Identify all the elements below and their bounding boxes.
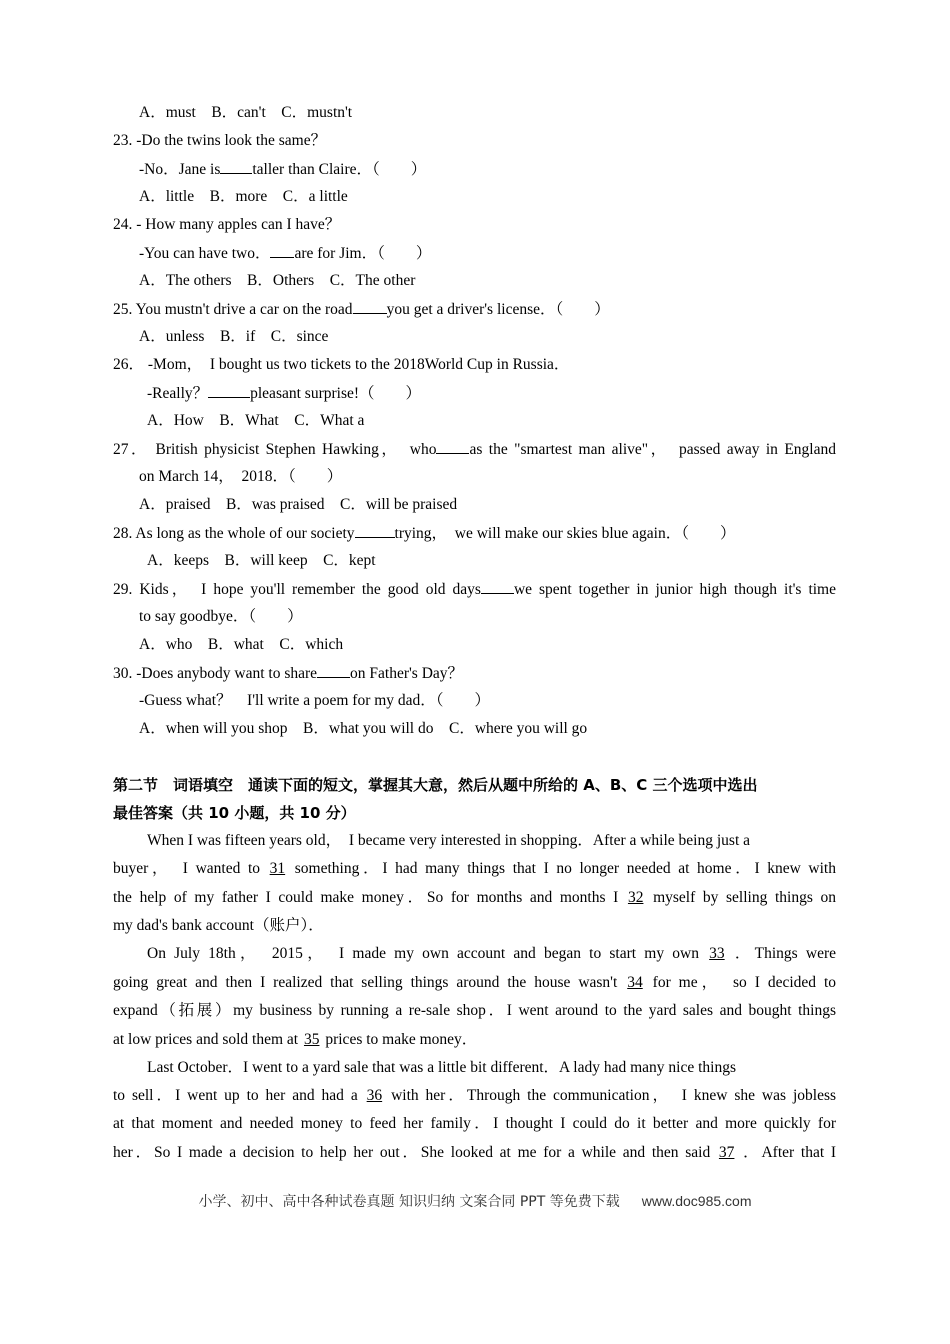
q28-stem xyxy=(113,523,735,544)
q28-options: A．keeps B．will keep C．kept xyxy=(147,552,376,569)
blank-31: 31 xyxy=(269,860,286,877)
passage-p2-line2 xyxy=(113,973,836,993)
q27-options: A．praised B．was praised C．will be praised xyxy=(139,496,458,513)
q29-blank xyxy=(481,579,514,594)
q23-line2 xyxy=(139,159,426,180)
q26-line2-b: pleasant surprise!（ ） xyxy=(250,385,422,402)
q29-stem xyxy=(113,579,836,600)
q26-line2-a: -Really？ xyxy=(147,385,209,402)
passage-p1-line1: When I was fifteen years old， I became very interested in shopping．After a while being just a xyxy=(147,832,751,849)
section2-heading-line2: 最佳答案（共 10 小题，共 10 分） xyxy=(113,804,356,822)
passage-p2-line3: expand（拓展）my business by running a re-sale shop．I went around to the yard sales and bought things xyxy=(113,1002,836,1019)
q23-blank xyxy=(220,159,252,174)
q29-stem-a: 29. Kids， I hope you'll remember the good old days xyxy=(113,581,481,598)
q24-line2 xyxy=(139,243,431,264)
blank-34: 34 xyxy=(627,974,643,991)
q22-options: A．must B．can't C．mustn't xyxy=(139,104,353,121)
text-segment: at low prices and sold them at xyxy=(113,1031,299,1048)
q28-blank xyxy=(355,523,395,538)
q29-options: A．who B．what C．which xyxy=(139,636,344,653)
q24-options: A．The others B．Others C．The other xyxy=(139,272,416,289)
q25-stem-a: 25. You mustn't drive a car on the road xyxy=(113,301,353,318)
q30-stem-b: on Father's Day？ xyxy=(350,665,464,682)
q23-line2-b: taller than Claire．（ ） xyxy=(252,161,427,178)
passage-p2-line1 xyxy=(147,944,836,964)
passage-p3-line4 xyxy=(113,1143,836,1163)
text-segment: the help of my father I could make money．So for months and months I xyxy=(113,889,619,906)
q28-stem-b: trying， we will make our skies blue again．（ ） xyxy=(394,525,736,542)
q23-stem: 23. -Do the twins look the same？ xyxy=(113,132,327,149)
text-segment: ．After that I xyxy=(743,1144,837,1161)
q27-stem-b: as the "smartest man alive"， passed away in England xyxy=(469,441,836,458)
text-segment: something．I had many things that I no longer needed at home．I knew with xyxy=(294,860,836,877)
q24-stem: 24. - How many apples can I have？ xyxy=(113,216,341,233)
text-segment: with her．Through the communication， I knew she was jobless xyxy=(391,1087,837,1104)
q26-line2 xyxy=(147,383,421,404)
passage-p1-line2 xyxy=(113,859,836,879)
blank-32: 32 xyxy=(627,889,644,906)
q30-line2: -Guess what？ I'll write a poem for my dad．（ ） xyxy=(139,692,491,709)
text-segment: to sell．I went up to her and had a xyxy=(113,1087,358,1104)
q30-blank xyxy=(317,663,350,678)
text-segment: prices to make money． xyxy=(325,1031,478,1048)
footer-url[interactable]: www.doc985.com xyxy=(641,1193,752,1209)
blank-35: 35 xyxy=(303,1031,320,1048)
text-segment: her．So I made a decision to help her out．She looked at me for a while and then said xyxy=(113,1144,711,1161)
q25-options: A．unless B．if C．since xyxy=(139,328,329,345)
q30-options: A．when will you shop B．what you will do C．where you will go xyxy=(139,720,588,737)
blank-33: 33 xyxy=(709,945,725,962)
q23-line2-a: -No．Jane is xyxy=(139,161,221,178)
passage-p3-line1: Last October．I went to a yard sale that was a little bit different．A lady had many nice things xyxy=(147,1059,736,1076)
q27-line2: on March 14， 2018．（ ） xyxy=(139,468,343,485)
q30-stem xyxy=(113,663,463,684)
text-segment: going great and then I realized that selling things around the house wasn't xyxy=(113,974,618,991)
q24-line2-b: are for Jim．（ ） xyxy=(294,245,432,262)
text-segment: ．Things were xyxy=(734,945,837,962)
q28-stem-a: 28. As long as the whole of our society xyxy=(113,525,355,542)
q27-blank xyxy=(436,439,469,454)
q25-blank xyxy=(353,299,387,314)
q23-options: A．little B．more C．a little xyxy=(139,188,348,205)
text-segment: myself by selling things on xyxy=(653,889,837,906)
blank-36: 36 xyxy=(366,1087,383,1104)
section2-heading-line1: 第二节 词语填空 通读下面的短文，掌握其大意，然后从题中所给的 A、B、C 三个选项中选出 xyxy=(113,776,758,794)
passage-p3-line3: at that moment and needed money to feed her family．I thought I could do it better and more quickly for xyxy=(113,1115,836,1132)
passage-p3-line2 xyxy=(113,1086,836,1106)
q26-blank xyxy=(208,383,250,398)
passage-p2-line4 xyxy=(113,1030,477,1050)
q30-stem-a: 30. -Does anybody want to share xyxy=(113,665,318,682)
q26-options: A．How B．What C．What a xyxy=(147,412,365,429)
blank-37: 37 xyxy=(718,1144,735,1161)
passage-p1-line4: my dad's bank account（账户）． xyxy=(113,917,324,934)
text-segment: for me， so I decided to xyxy=(652,974,836,991)
q29-line2: to say goodbye．（ ） xyxy=(139,608,303,625)
q27-stem xyxy=(113,439,836,460)
page-footer xyxy=(0,1191,950,1211)
q25-stem xyxy=(113,299,610,320)
q24-line2-a: -You can have two． xyxy=(139,245,271,262)
q27-stem-a: 27． British physicist Stephen Hawking， who xyxy=(113,441,437,458)
text-segment: On July 18th， 2015， I made my own account and began to start my own xyxy=(147,945,699,962)
text-segment: buyer， I wanted to xyxy=(113,860,261,877)
q29-stem-b: we spent together in junior high though it's time xyxy=(513,581,836,598)
q26-stem: 26． -Mom， I bought us two tickets to the 2018World Cup in Russia． xyxy=(113,356,570,373)
passage-p1-line3 xyxy=(113,888,836,908)
q24-blank xyxy=(270,243,294,258)
q25-stem-b: you get a driver's license．（ ） xyxy=(386,301,610,318)
footer-text: 小学、初中、高中各种试卷真题 知识归纳 文案合同 PPT 等免费下载 xyxy=(198,1194,620,1210)
